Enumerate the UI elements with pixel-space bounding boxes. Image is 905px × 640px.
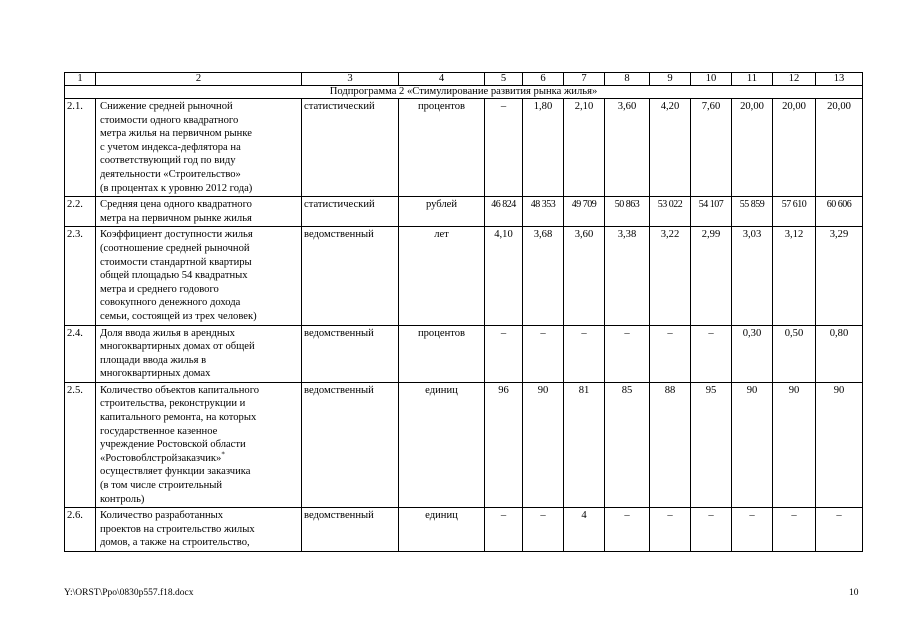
row-number: 2.1. bbox=[65, 99, 96, 197]
indicator-value: 4 bbox=[564, 508, 605, 552]
indicator-value: 2,99 bbox=[691, 227, 732, 325]
column-number: 8 bbox=[605, 73, 650, 86]
column-number: 9 bbox=[650, 73, 691, 86]
indicator-value: 1,80 bbox=[523, 99, 564, 197]
indicator-value: 81 bbox=[564, 382, 605, 507]
table-row bbox=[65, 382, 863, 507]
indicator-source: ведомственный bbox=[302, 508, 399, 552]
indicator-value: 88 bbox=[650, 382, 691, 507]
indicator-value: – bbox=[691, 508, 732, 552]
table-row bbox=[65, 197, 863, 227]
column-number: 13 bbox=[816, 73, 863, 86]
indicator-value: 3,60 bbox=[564, 227, 605, 325]
indicator-name-line: деятельности «Строительство» bbox=[100, 168, 241, 180]
row-number: 2.5. bbox=[65, 382, 96, 507]
indicator-value: 49 709 bbox=[564, 197, 605, 227]
indicator-value: – bbox=[816, 508, 863, 552]
column-number: 7 bbox=[564, 73, 605, 86]
indicator-value: 3,29 bbox=[816, 227, 863, 325]
subprogram-row bbox=[65, 86, 863, 99]
indicator-value: 54 107 bbox=[691, 197, 732, 227]
indicator-value: – bbox=[485, 325, 523, 382]
indicator-value: 3,60 bbox=[605, 99, 650, 197]
indicator-name-line: проектов на строительство жилых bbox=[100, 523, 255, 535]
column-number: 12 bbox=[773, 73, 816, 86]
row-number: 2.6. bbox=[65, 508, 96, 552]
indicator-name-line: соответствующий год по виду bbox=[100, 155, 236, 167]
indicator-value: – bbox=[605, 508, 650, 552]
indicator-name-line: домов, а также на строительство, bbox=[100, 537, 250, 549]
indicator-value: 46 824 bbox=[485, 197, 523, 227]
indicator-name-line: с учетом индекса-дефлятора на bbox=[100, 141, 241, 153]
indicator-unit: процентов bbox=[399, 325, 485, 382]
indicator-value: 95 bbox=[691, 382, 732, 507]
indicator-name-line: капитального ремонта, на которых bbox=[100, 412, 257, 424]
footer-file-path: Y:\ORST\Ppo\0830p557.f18.docx bbox=[64, 588, 194, 598]
column-number: 4 bbox=[399, 73, 485, 86]
indicator-value: 0,30 bbox=[732, 325, 773, 382]
indicator-source: ведомственный bbox=[302, 227, 399, 325]
indicator-name-line: общей площадью 54 квадратных bbox=[100, 270, 248, 282]
indicator-name bbox=[96, 325, 302, 382]
table-row bbox=[65, 99, 863, 197]
indicator-name-line: многоквартирных домах от общей bbox=[100, 341, 255, 353]
indicator-name-line: площади ввода жилья в bbox=[100, 354, 207, 366]
indicator-name-line: метра и среднего годового bbox=[100, 283, 219, 295]
column-number: 2 bbox=[96, 73, 302, 86]
indicator-name bbox=[96, 99, 302, 197]
indicator-name-line: государственное казенное bbox=[100, 425, 218, 437]
indicator-value: 48 353 bbox=[523, 197, 564, 227]
indicator-name-line: Снижение средней рыночной bbox=[100, 101, 233, 112]
indicator-value: – bbox=[773, 508, 816, 552]
indicator-value: – bbox=[732, 508, 773, 552]
indicator-value: 90 bbox=[773, 382, 816, 507]
table-row bbox=[65, 508, 863, 552]
indicator-name-line: метра на первичном рынке жилья bbox=[100, 212, 252, 224]
indicator-name-line: Количество объектов капитального bbox=[100, 384, 260, 396]
indicator-name-line: «Ростовоблстройзаказчик»* bbox=[100, 450, 225, 464]
indicator-value: 3,38 bbox=[605, 227, 650, 325]
indicator-value: – bbox=[650, 508, 691, 552]
indicator-name-line: Средняя цена одного квадратного bbox=[100, 199, 252, 211]
indicator-source: статистический bbox=[302, 197, 399, 227]
table-row bbox=[65, 325, 863, 382]
indicator-unit: рублей bbox=[399, 197, 485, 227]
column-number: 10 bbox=[691, 73, 732, 86]
indicator-name bbox=[96, 508, 302, 552]
indicator-name-line: контроль) bbox=[100, 493, 145, 505]
column-number: 1 bbox=[65, 73, 96, 86]
indicator-value: 3,68 bbox=[523, 227, 564, 325]
indicator-value: – bbox=[523, 325, 564, 382]
indicator-unit: единиц bbox=[399, 382, 485, 507]
indicator-name-line: (в процентах к уровню 2012 года) bbox=[100, 182, 253, 194]
indicator-unit: лет bbox=[399, 227, 485, 325]
indicator-value: – bbox=[605, 325, 650, 382]
indicator-value: 20,00 bbox=[773, 99, 816, 197]
indicator-value: – bbox=[691, 325, 732, 382]
column-number: 11 bbox=[732, 73, 773, 86]
indicator-value: 57 610 bbox=[773, 197, 816, 227]
indicator-name bbox=[96, 382, 302, 507]
indicator-name-line: осуществляет функции заказчика bbox=[100, 466, 251, 478]
indicators-table bbox=[64, 72, 863, 552]
indicator-name-line: совокупного денежного дохода bbox=[100, 297, 241, 309]
indicator-value: 3,12 bbox=[773, 227, 816, 325]
subprogram-title: Подпрограмма 2 «Стимулирование развития рынка жилья» bbox=[65, 86, 863, 99]
indicator-unit: единиц bbox=[399, 508, 485, 552]
indicator-value: – bbox=[485, 99, 523, 197]
indicator-value: 96 bbox=[485, 382, 523, 507]
indicator-value: 50 863 bbox=[605, 197, 650, 227]
indicator-source: ведомственный bbox=[302, 382, 399, 507]
indicator-name-line: учреждение Ростовской области bbox=[100, 439, 246, 451]
indicator-name-line: Доля ввода жилья в арендных bbox=[100, 327, 235, 339]
indicator-value: 20,00 bbox=[816, 99, 863, 197]
footer-page-number: 10 bbox=[849, 588, 859, 598]
indicator-name-line: многоквартирных домах bbox=[100, 368, 211, 380]
indicator-name bbox=[96, 227, 302, 325]
indicator-value: – bbox=[485, 508, 523, 552]
indicator-value: 0,50 bbox=[773, 325, 816, 382]
indicator-value: 60 606 bbox=[816, 197, 863, 227]
indicator-value: – bbox=[650, 325, 691, 382]
indicator-value: 53 022 bbox=[650, 197, 691, 227]
column-number-row bbox=[65, 73, 863, 86]
indicator-value: 4,20 bbox=[650, 99, 691, 197]
indicator-name-line: метра жилья на первичном рынке bbox=[100, 128, 252, 140]
indicator-value: 90 bbox=[523, 382, 564, 507]
indicator-value: 90 bbox=[816, 382, 863, 507]
indicator-value: – bbox=[523, 508, 564, 552]
indicator-value: 3,03 bbox=[732, 227, 773, 325]
column-number: 3 bbox=[302, 73, 399, 86]
indicator-value: 55 859 bbox=[732, 197, 773, 227]
indicator-name-line: Количество разработанных bbox=[100, 510, 224, 522]
indicator-value: 7,60 bbox=[691, 99, 732, 197]
indicator-value: 20,00 bbox=[732, 99, 773, 197]
table-row bbox=[65, 227, 863, 325]
indicator-value: 3,22 bbox=[650, 227, 691, 325]
indicator-name-line: (соотношение средней рыночной bbox=[100, 242, 250, 254]
indicator-name-line: стоимости одного квадратного bbox=[100, 114, 239, 126]
indicator-name bbox=[96, 197, 302, 227]
indicator-name-line: стоимости стандартной квартиры bbox=[100, 256, 252, 268]
indicator-name-line: семьи, состоящей из трех человек) bbox=[100, 310, 257, 322]
row-number: 2.2. bbox=[65, 197, 96, 227]
indicator-value: 4,10 bbox=[485, 227, 523, 325]
footnote-mark: * bbox=[221, 450, 225, 459]
indicator-name-line: строительства, реконструкции и bbox=[100, 398, 246, 410]
indicator-value: 85 bbox=[605, 382, 650, 507]
row-number: 2.3. bbox=[65, 227, 96, 325]
indicator-value: 2,10 bbox=[564, 99, 605, 197]
indicator-name-line: Коэффициент доступности жилья bbox=[100, 229, 253, 241]
indicator-value: 0,80 bbox=[816, 325, 863, 382]
indicator-source: ведомственный bbox=[302, 325, 399, 382]
column-number: 6 bbox=[523, 73, 564, 86]
row-number: 2.4. bbox=[65, 325, 96, 382]
indicator-value: – bbox=[564, 325, 605, 382]
indicator-unit: процентов bbox=[399, 99, 485, 197]
indicator-name-line: (в том числе строительный bbox=[100, 480, 223, 492]
document-table-area bbox=[64, 72, 864, 580]
indicator-value: 90 bbox=[732, 382, 773, 507]
indicator-source: статистический bbox=[302, 99, 399, 197]
column-number: 5 bbox=[485, 73, 523, 86]
